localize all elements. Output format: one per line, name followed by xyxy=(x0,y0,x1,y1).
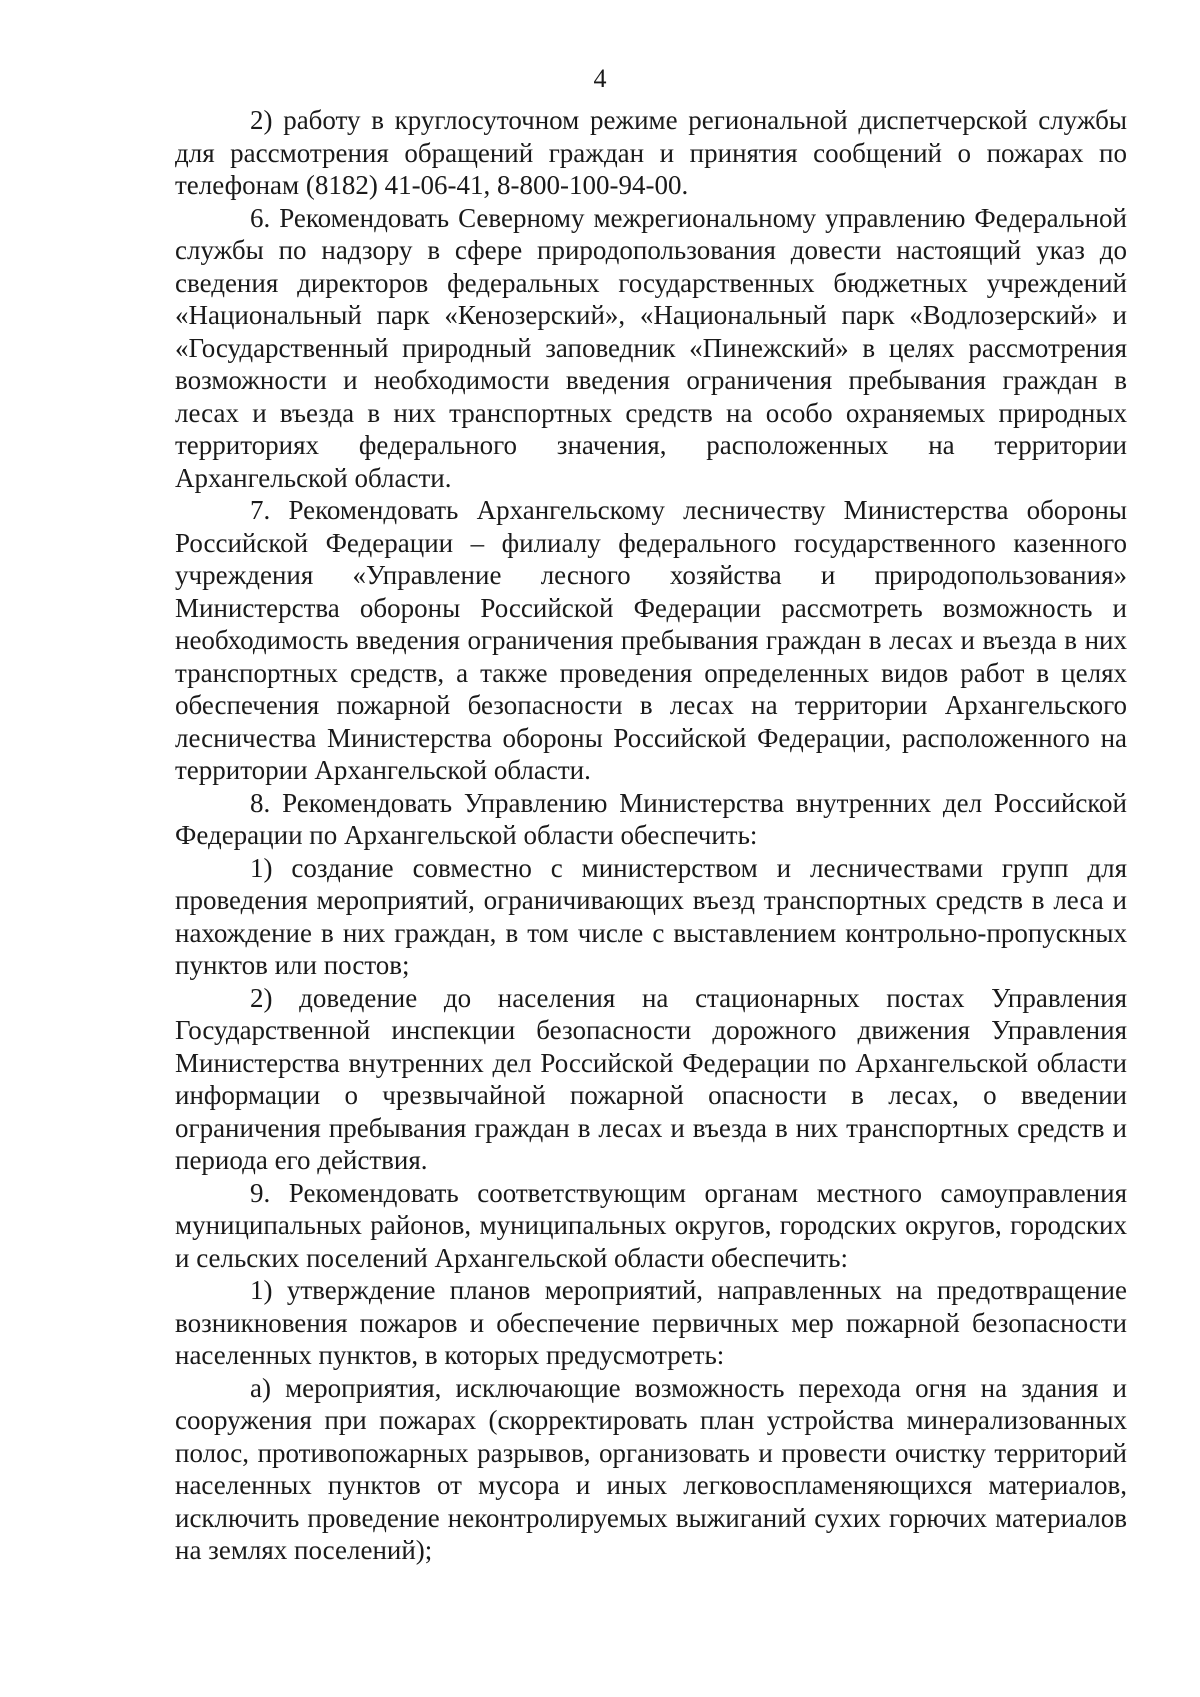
paragraph-9-1-a-fire-spread-measures: а) мероприятия, исключающие возможность перехода огня на здания и сооружения при пожарах (скорректировать план устройства минерализованных полос, противопожарных разрывов, организовать и провести очистку территорий населенных пунктов от мусора и иных легковоспламеняющихся материалов, исключить проведение неконтролируемых выжиганий сухих горючих материалов на землях поселений); xyxy=(175,1372,1127,1565)
paragraph-9-1-action-plans: 1) утверждение планов мероприятий, направленных на предотвращение возникновения пожаров и обеспечение первичных мер пожарной безопасности населенных пунктов, в которых предусмотреть: xyxy=(175,1275,1127,1370)
paragraph-8-2-traffic-police-notice: 2) доведение до населения на стационарных постах Управления Государственной инспекции безопасности дорожного движения Управления Министерства внутренних дел Российской Федерации по Архангельской области информации о чрезвычайной пожарной опасности в лесах, о введении ограничения пребывания граждан в лесах и въезда в них транспортных средств и периода его действия. xyxy=(175,982,1127,1175)
document-body xyxy=(175,104,1127,1567)
paragraph-8-1-checkpoint-groups: 1) создание совместно с министерством и лесничествами групп для проведения мероприятий, ограничивающих въезд транспортных средств в леса и нахождение в них граждан, в том числе с выставлением контрольно-пропускных пунктов или постов; xyxy=(175,852,1127,980)
paragraph-5-2-dispatch-service: 2) работу в круглосуточном режиме региональной диспетчерской службы для рассмотрения обращений граждан и принятия сообщений о пожарах по телефонам (8182) 41-06-41, 8-800-100-94-00. xyxy=(175,105,1127,200)
page-number: 4 xyxy=(593,64,607,93)
paragraph-8-interior-ministry: 8. Рекомендовать Управлению Министерства внутренних дел Российской Федерации по Архангельской области обеспечить: xyxy=(175,787,1127,850)
paragraph-7-defense-forestry: 7. Рекомендовать Архангельскому лесничеству Министерства обороны Российской Федерации – филиалу федерального государственного казенного учреждения «Управление лесного хозяйства и природопользования» Министерства обороны Российской Федерации рассмотреть возможность и необходимость введения ограничения пребывания граждан в лесах и въезда в них транспортных средств, а также проведения определенных видов работ в целях обеспечения пожарной безопасности в лесах на территории Архангельского лесничества Министерства обороны Российской Федерации, расположенного на территории Архангельской области. xyxy=(175,495,1127,785)
paragraph-9-local-government: 9. Рекомендовать соответствующим органам местного самоуправления муниципальных районов, муниципальных округов, городских округов, городских и сельских поселений Архангельской области обеспечить: xyxy=(175,1177,1127,1273)
paragraph-6-northern-directorate: 6. Рекомендовать Северному межрегиональному управлению Федеральной службы по надзору в сфере природопользования довести настоящий указ до сведения директоров федеральных государственных бюджетных учреждений «Национальный парк «Кенозерский», «Национальный парк «Водлозерский» и «Государственный природный заповедник «Пинежский» в целях рассмотрения возможности и необходимости введения ограничения пребывания граждан в лесах и въезда в них транспортных средств на особо охраняемых природных территориях федерального значения, расположенных на территории Архангельской области. xyxy=(175,202,1127,493)
